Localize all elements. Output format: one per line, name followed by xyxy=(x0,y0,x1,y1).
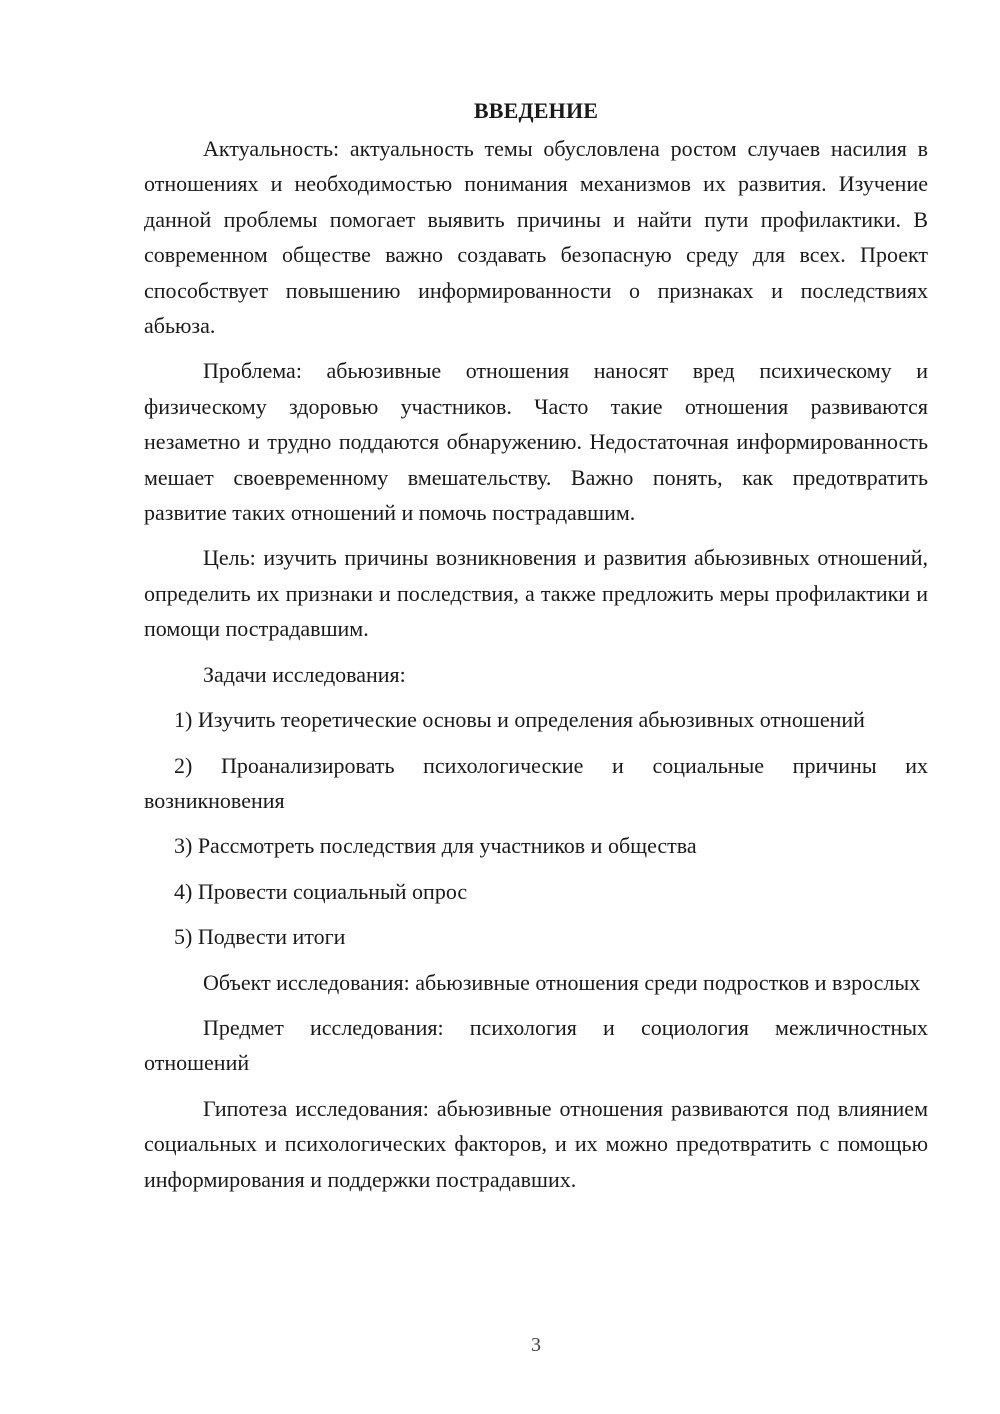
relevance-paragraph: Актуальность: актуальность темы обусловлена ростом случаев насилия в отношениях и необходимостью понимания механизмов их развития. Изучение данной проблемы помогает выявить причины и найти пути профилактики. В современном обществе важно создавать безопасную среду для всех. Проект способствует повышению информированности о признаках и последствиях абьюза. xyxy=(144,136,928,339)
task-item: 2) Проанализировать психологические и социальные причины их возникновения xyxy=(144,752,928,813)
hypothesis-paragraph: Гипотеза исследования: абьюзивные отношения развиваются под влиянием социальных и психологических факторов, и их можно предотвратить с помощью информирования и поддержки пострадавших. xyxy=(144,1095,928,1192)
tasks-list xyxy=(144,702,928,954)
object-paragraph: Объект исследования: абьюзивные отношения среди подростков и взрослых xyxy=(203,969,921,995)
page-number: 3 xyxy=(531,1334,541,1356)
document-page xyxy=(144,95,928,1197)
goal-paragraph: Цель: изучить причины возникновения и развития абьюзивных отношений, определить их признаки и последствия, а также предложить меры профилактики и помощи пострадавшим. xyxy=(144,545,928,642)
task-item: 3) Рассмотреть последствия для участников и общества xyxy=(174,833,697,859)
tasks-heading: Задачи исследования: xyxy=(203,661,406,687)
task-item: 5) Подвести итоги xyxy=(174,924,346,950)
task-item: 4) Провести социальный опрос xyxy=(174,878,468,904)
document-title: ВВЕДЕНИЕ xyxy=(473,98,599,123)
subject-paragraph: Предмет исследования: психология и социология межличностных отношений xyxy=(144,1014,928,1076)
task-item: 1) Изучить теоретические основы и определения абьюзивных отношений xyxy=(174,707,865,733)
problem-paragraph: Проблема: абьюзивные отношения наносят вред психическому и физическому здоровью участников. Часто такие отношения развиваются незаметно и трудно поддаются обнаружению. Недостаточная информированность мешает своевременному вмешательству. Важно понять, как предотвратить развитие таких отношений и помочь пострадавшим. xyxy=(144,358,928,526)
